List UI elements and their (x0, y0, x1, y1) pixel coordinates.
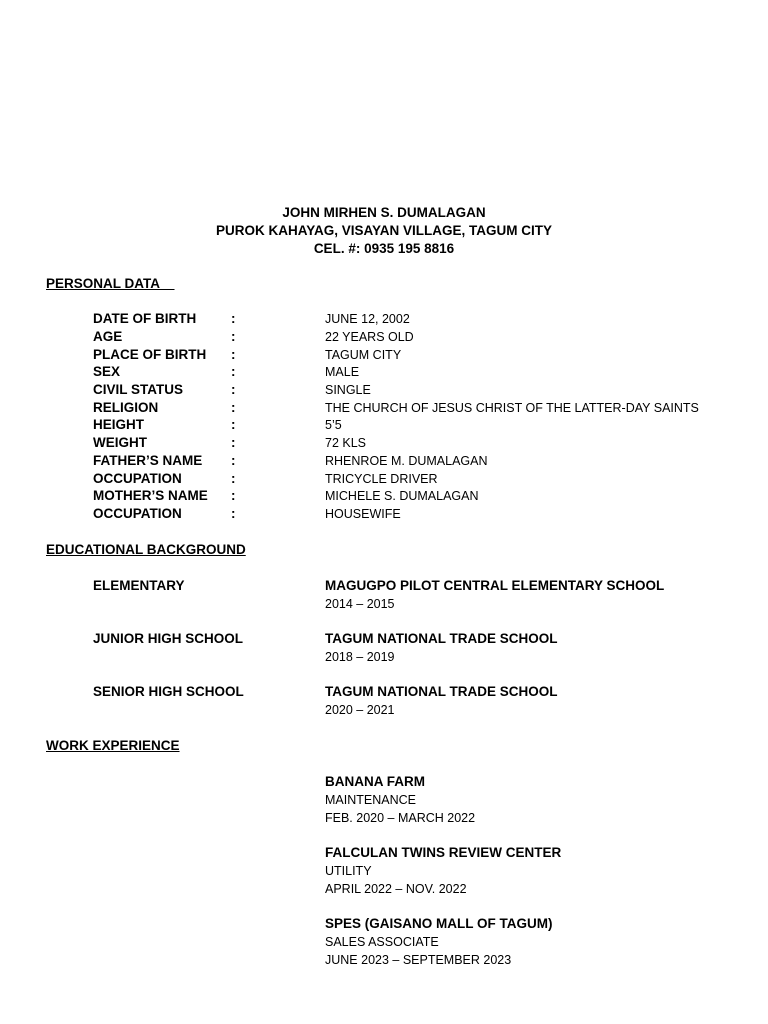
school-years: 2014 – 2015 (325, 597, 395, 611)
personal-row-weight (0, 435, 768, 453)
education-level: ELEMENTARY (93, 578, 185, 593)
field-value: TAGUM CITY (325, 348, 402, 362)
job-role: MAINTENANCE (325, 793, 416, 807)
personal-row-fathers-name (0, 453, 768, 471)
personal-row-father-occupation (0, 471, 768, 489)
field-label: DATE OF BIRTH (93, 311, 197, 326)
field-value: HOUSEWIFE (325, 507, 401, 521)
field-label: OCCUPATION (93, 471, 182, 486)
job-role: UTILITY (325, 864, 372, 878)
personal-row-civil-status (0, 382, 768, 400)
company-name: BANANA FARM (325, 774, 425, 789)
personal-row-date-of-birth (0, 311, 768, 329)
field-value: 22 YEARS OLD (325, 330, 414, 344)
education-level: SENIOR HIGH SCHOOL (93, 684, 244, 699)
field-label: AGE (93, 329, 123, 344)
job-role: SALES ASSOCIATE (325, 935, 439, 949)
company-name: FALCULAN TWINS REVIEW CENTER (325, 845, 562, 860)
personal-row-height (0, 417, 768, 435)
school-name: MAGUGPO PILOT CENTRAL ELEMENTARY SCHOOL (325, 578, 665, 593)
field-colon: : (231, 364, 236, 379)
field-colon: : (231, 453, 236, 468)
education-level: JUNIOR HIGH SCHOOL (93, 631, 244, 646)
field-colon: : (231, 347, 236, 362)
field-label: WEIGHT (93, 435, 147, 450)
field-colon: : (231, 506, 236, 521)
personal-data-heading: PERSONAL DATA (46, 276, 175, 291)
field-label: RELIGION (93, 400, 159, 415)
applicant-name: JOHN MIRHEN S. DUMALAGAN (282, 205, 486, 220)
field-value: THE CHURCH OF JESUS CHRIST OF THE LATTER-DAY SAINTS (325, 401, 699, 415)
personal-row-place-of-birth (0, 347, 768, 365)
personal-row-sex (0, 364, 768, 382)
school-years: 2018 – 2019 (325, 650, 395, 664)
school-years: 2020 – 2021 (325, 703, 395, 717)
field-colon: : (231, 471, 236, 486)
field-value: 5’5 (325, 418, 342, 432)
applicant-phone: CEL. #: 0935 195 8816 (313, 241, 455, 256)
field-colon: : (231, 488, 236, 503)
field-label: MOTHER’S NAME (93, 488, 208, 503)
field-colon: : (231, 417, 236, 432)
field-colon: : (231, 329, 236, 344)
field-label: OCCUPATION (93, 506, 182, 521)
field-colon: : (231, 400, 236, 415)
field-label: PLACE OF BIRTH (93, 347, 207, 362)
field-colon: : (231, 311, 236, 326)
field-label: FATHER’S NAME (93, 453, 203, 468)
field-value: RHENROE M. DUMALAGAN (325, 454, 488, 468)
field-value: TRICYCLE DRIVER (325, 472, 438, 486)
job-dates: JUNE 2023 – SEPTEMBER 2023 (325, 953, 512, 967)
field-value: MALE (325, 365, 360, 379)
applicant-address: PUROK KAHAYAG, VISAYAN VILLAGE, TAGUM CITY (215, 223, 553, 238)
personal-row-mother-occupation (0, 506, 768, 524)
job-dates: APRIL 2022 – NOV. 2022 (325, 882, 467, 896)
field-colon: : (231, 435, 236, 450)
school-name: TAGUM NATIONAL TRADE SCHOOL (325, 684, 558, 699)
personal-row-religion (0, 400, 768, 418)
job-dates: FEB. 2020 – MARCH 2022 (325, 811, 476, 825)
field-label: SEX (93, 364, 121, 379)
field-label: CIVIL STATUS (93, 382, 184, 397)
resume-header (0, 204, 768, 258)
field-value: 72 KLS (325, 436, 367, 450)
educational-background-heading: EDUCATIONAL BACKGROUND (46, 542, 246, 557)
field-value: SINGLE (325, 383, 371, 397)
field-value: JUNE 12, 2002 (325, 312, 410, 326)
school-name: TAGUM NATIONAL TRADE SCHOOL (325, 631, 558, 646)
company-name: SPES (GAISANO MALL OF TAGUM) (325, 916, 553, 931)
personal-row-age (0, 329, 768, 347)
work-experience-heading: WORK EXPERIENCE (46, 738, 180, 753)
field-value: MICHELE S. DUMALAGAN (325, 489, 479, 503)
field-label: HEIGHT (93, 417, 145, 432)
field-colon: : (231, 382, 236, 397)
personal-row-mothers-name (0, 488, 768, 506)
